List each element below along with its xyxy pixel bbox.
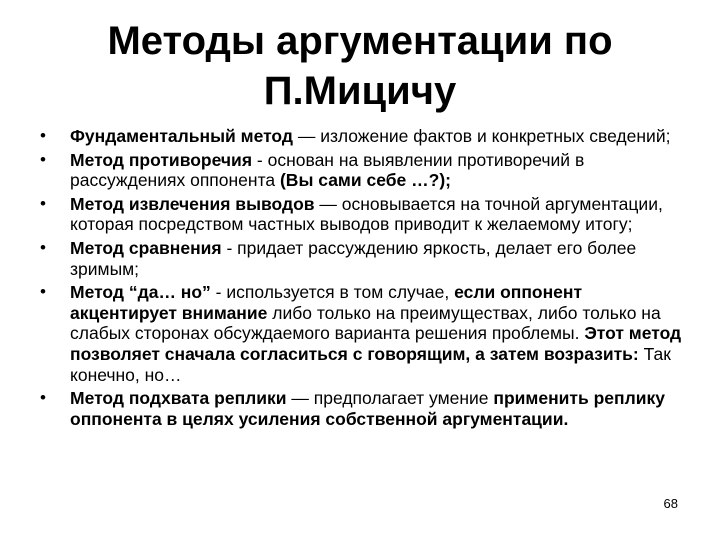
bullet-icon: • bbox=[40, 149, 46, 169]
bullet-icon: • bbox=[40, 282, 46, 302]
method-name: Метод извлечения выводов bbox=[70, 193, 315, 214]
method-description: - придает рассуждению яркость, делает его более зримым; bbox=[70, 237, 637, 279]
method-emphasis-2: Этот метод позволяет сначала согласиться с говорящим, а затем возразить: bbox=[70, 323, 682, 364]
method-description: — основывается на точной аргументации, которая посредством частных выводов приводит к желаемому итогу; bbox=[70, 193, 663, 235]
method-item-contradiction bbox=[40, 150, 690, 191]
page-number: 68 bbox=[663, 496, 678, 511]
method-emphasis: если оппонент акцентирует внимание bbox=[70, 282, 583, 323]
method-item-yes-but bbox=[40, 282, 690, 385]
bullet-icon: • bbox=[40, 237, 46, 257]
slide-title-line-1: Методы аргументации по bbox=[107, 19, 613, 63]
slide-title bbox=[0, 16, 720, 116]
method-name: Метод сравнения bbox=[70, 237, 222, 258]
method-item-comparison bbox=[40, 238, 690, 279]
method-item-fundamental bbox=[40, 126, 690, 147]
method-description: — изложение фактов и конкретных сведений; bbox=[293, 126, 671, 146]
bullet-icon: • bbox=[40, 388, 46, 408]
method-description: - основан на выявлении противоречий в рассуждениях оппонента bbox=[70, 149, 585, 191]
method-description-continued: либо только на преимуществах, либо только на слабых сторонах обсуждаемого варианта решения проблемы. bbox=[70, 302, 661, 344]
method-name: Метод “да… но” bbox=[70, 282, 211, 303]
method-example: Так конечно, но… bbox=[70, 343, 671, 385]
method-emphasis: применить реплику оппонента в целях усиления собственной аргументации. bbox=[70, 388, 665, 429]
method-example: (Вы сами себе …?); bbox=[279, 170, 451, 191]
method-item-conclusions bbox=[40, 194, 690, 235]
method-description: - используется в том случае, bbox=[210, 282, 455, 303]
method-name: Метод противоречия bbox=[70, 149, 253, 170]
method-name: Фундаментальный метод bbox=[70, 126, 293, 146]
method-description: — предполагает умение bbox=[286, 388, 494, 409]
slide-title-line-2: П.Мицичу bbox=[263, 69, 457, 113]
method-name: Метод подхвата реплики bbox=[70, 388, 287, 409]
method-list bbox=[40, 126, 690, 432]
method-item-pickup-remark bbox=[40, 388, 690, 429]
bullet-icon: • bbox=[40, 126, 46, 145]
bullet-icon: • bbox=[40, 193, 46, 213]
